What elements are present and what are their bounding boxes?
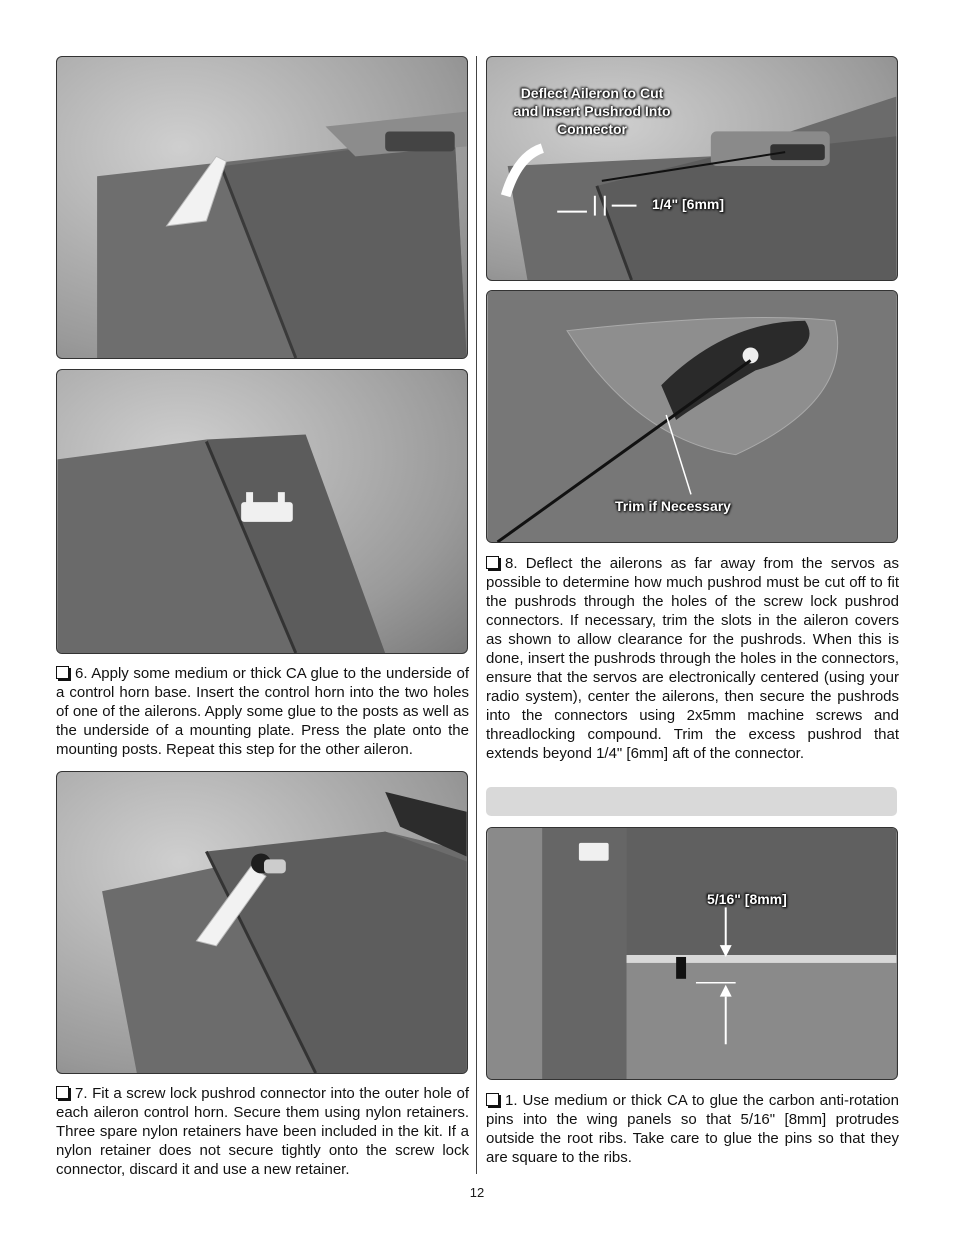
pins-dimension-label: 5/16" [8mm] — [707, 891, 787, 907]
step-8-text: 8. Deflect the ailerons as far away from the servos as possible to determine how much pushrod must be cut off to fit the pushrods through the holes of the screw lock pushrod connectors. If necessary, trim the slots in the aileron covers as shown to allow clearance for the pushrods. When this is done, insert the pushrods through the holes in the connectors, ensure that the servos are electronically centered (using your radio system), center the ailerons, then secure the pushrods into the connectors using 2x5mm machine screws and threadlocking compound. Trim the excess pushrod that extends beyond 1/4" [6mm] aft of the connector. — [486, 555, 899, 762]
photo-trim-cover — [486, 290, 898, 543]
column-divider — [476, 56, 477, 1174]
step-6-checkbox[interactable] — [56, 666, 69, 679]
step-8-instructions — [486, 554, 899, 763]
photo-horn-base — [56, 369, 468, 654]
step-6-text: 6. Apply some medium or thick CA glue to the underside of a control horn base. Insert the control horn into the two holes of one of the ailerons. Apply some glue to the posts as well as the underside of a mounting plate. Press the plate onto the mounting posts. Repeat this step for the other aileron. — [56, 665, 469, 758]
section-header-bar — [486, 787, 897, 816]
step-7-checkbox[interactable] — [56, 1086, 69, 1099]
horn-base-illustration — [57, 370, 467, 653]
anti-rotation-pins-illustration — [487, 828, 897, 1079]
deflect-aileron-dimension: 1/4" [6mm] — [652, 196, 724, 212]
step-1-text: 1. Use medium or thick CA to glue the carbon anti-rotation pins into the wing panels so that 5/16" [8mm] protrudes outside the root ribs. Take care to glue the pins so that they are square to the ribs. — [486, 1092, 899, 1166]
step-7-instructions — [56, 1084, 469, 1179]
pushrod-connector-illustration — [57, 772, 467, 1073]
step-6-instructions — [56, 664, 469, 759]
photo-deflect-aileron — [486, 56, 898, 281]
aileron-horn-illustration — [57, 57, 467, 358]
step-8-checkbox[interactable] — [486, 556, 499, 569]
deflect-aileron-label: Deflect Aileron to Cut and Insert Pushrod Into Connector — [513, 85, 671, 137]
photo-pushrod-connector — [56, 771, 468, 1074]
trim-cover-label: Trim if Necessary — [615, 498, 731, 514]
photo-aileron-control-horn — [56, 56, 468, 359]
photo-anti-rotation-pins — [486, 827, 898, 1080]
step-1-checkbox[interactable] — [486, 1093, 499, 1106]
page-number: 12 — [469, 1185, 485, 1200]
step-1-instructions — [486, 1091, 899, 1167]
step-7-text: 7. Fit a screw lock pushrod connector into the outer hole of each aileron control horn. Secure them using nylon retainers. Three spare nylon retainers have been included in the kit. If a nylon retainer does not secure tightly onto the screw lock connector, discard it and use a new retainer. — [56, 1085, 469, 1178]
